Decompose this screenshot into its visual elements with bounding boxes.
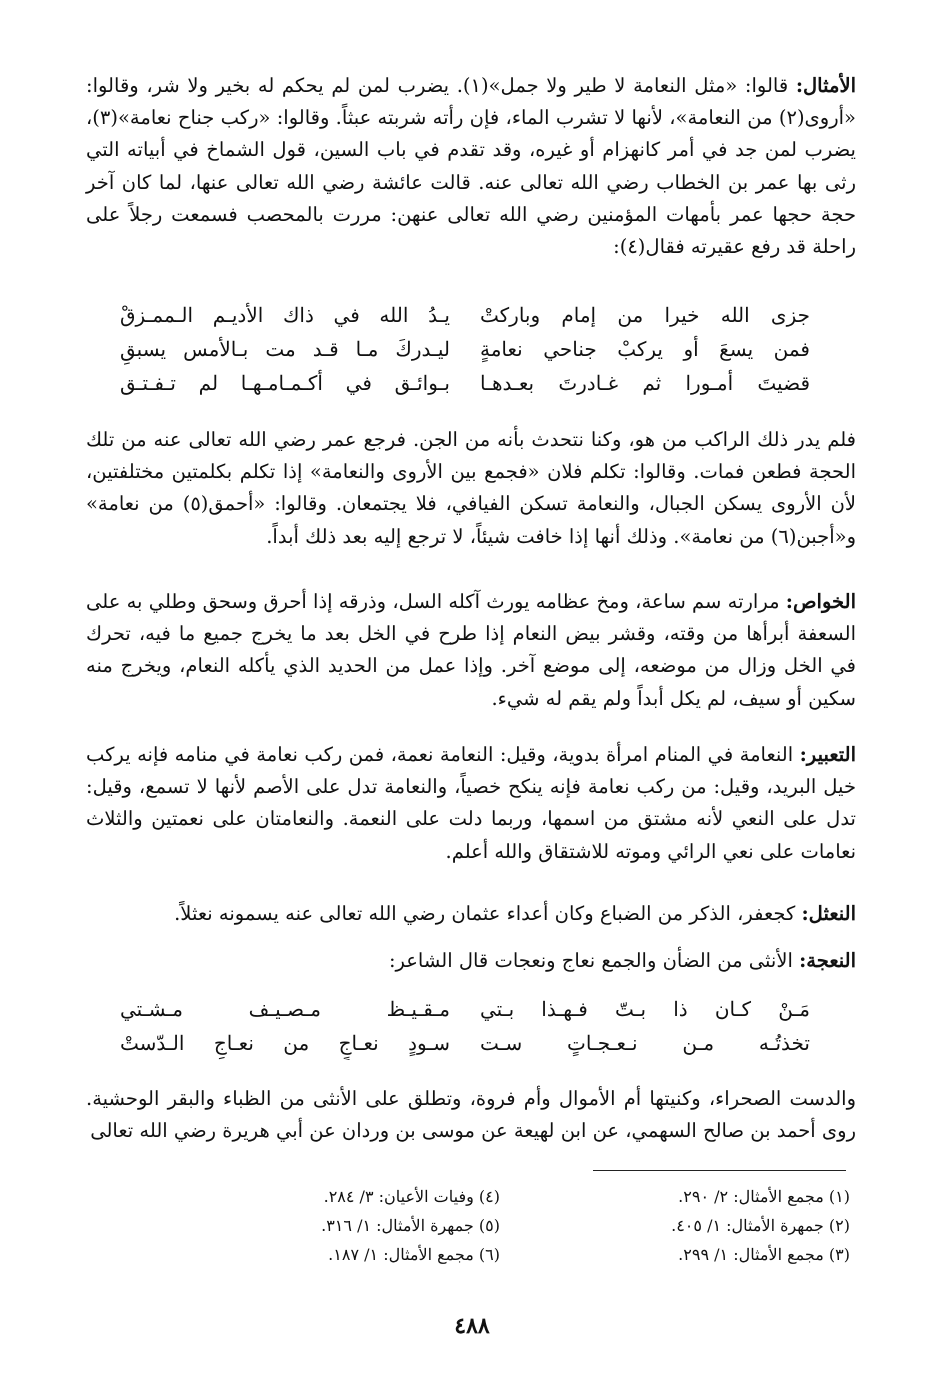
poem-second-hemistich: ليـدركَ مـا قـد مت بـالأمس يسبقِ [120, 337, 450, 361]
poem-second-hemistich: مـقـيـظ مـصـيـف مـشـتي [120, 997, 450, 1021]
poem-line [120, 332, 810, 366]
poem-second-hemistich: يـدُ الله في ذاك الأديـم الـممـزقْ [120, 303, 450, 327]
poem-first-hemistich: فمن يسعَ أو يركبْ جناحي نعامةٍ [480, 337, 810, 361]
proverbs-paragraph [86, 70, 856, 263]
naathal-section [86, 898, 856, 930]
najah-paragraph [86, 945, 856, 977]
footnote-2: (٢) جمهرة الأمثال: ١/ ٤٠٥. [671, 1216, 850, 1235]
dreams-paragraph [86, 739, 856, 868]
footnotes [200, 1184, 850, 1268]
najah-text: الأنثى من الضأن والجمع نعاج ونعجات قال الشاعر: [388, 949, 800, 972]
poem-ewe [120, 992, 810, 1060]
section-heading-properties: الخواص: [785, 590, 856, 613]
dreams-text: النعامة في المنام امرأة بدوية، وقيل: النعامة نعمة، فمن ركب نعامة في منامه فإنه يركب خيل البريد، وقيل: من ركب نعامة فإنه ينكح خصياً، والنعامة تدل على الأصم لأنها لا تسمع، وقيل: تدل على النعي لأنه مشتق من اسمها، وربما دلت على النعمة. والنعامتان على نعمتين والثلاث نعامات على نعي الرائي وموته للاشتقاق والله أعلم. [86, 743, 856, 863]
poem-line [120, 366, 810, 400]
footnote-separator [593, 1170, 846, 1171]
page-number: ٤٨٨ [454, 1313, 490, 1339]
poem-first-hemistich: تخذتُـه مـن نـعـجـاتٍ سـت [480, 1031, 810, 1055]
entry-heading-naathal: النعثل: [801, 902, 856, 925]
footnote-5: (٥) جمهرة الأمثال: ١/ ٣١٦. [321, 1216, 500, 1235]
properties-text: مرارته سم ساعة، ومخ عظامه يورث آكله السل، وذرقه إذا أحرق وسحق وطلي به على السعفة أبرأها من وقته، وقشر بيض النعام إذا طرح في الخل بعد ما يخرج جميع ما فيه، تحرك في الخل وزال من موضعه، إلى موضع آخر. وإذا عمل من الحديد الذي يأكله النعام، ويخرج منه سكين أو سيف، لم يكل أبداً ولم يقم له شيء. [86, 590, 856, 710]
naathal-text: كجعفر، الذكر من الضباع وكان أعداء عثمان رضي الله تعالى عنه يسمونه نعثلاً. [174, 902, 802, 925]
poem-elegy [120, 298, 810, 400]
poem-line [120, 992, 810, 1026]
poem-second-hemistich: سـودٍ نعـاجٍ من نعـاجِ الـدّستْ [120, 1031, 450, 1055]
footnote-6: (٦) مجمع الأمثال: ١/ ١٨٧. [328, 1245, 500, 1264]
section-heading-proverbs: الأمثال: [795, 74, 856, 97]
proverbs-text: قالوا: «مثل النعامة لا طير ولا جمل»(١). يضرب لمن لم يحكم له بخير ولا شر، وقالوا: «أروى(٢) من النعامة»، لأنها لا تشرب الماء، فإن رأته شربته عبثاً. وقالوا: «ركب جناح نعامة»(٣)، يضرب لمن جد في أمر كانهزام أو غيره، وقد تقدم في باب السين، قول الشماخ في أبياته التي رثى بها عمر بن الخطاب رضي الله تعالى عنه. قالت عائشة رضي الله تعالى عنها، لما كان آخر حجة حجها عمر بأمهات المؤمنين رضي الله تعالى عنهن: مررت بالمحصب فسمعت رجلاً على راحلة قد رفع عقيرته فقال(٤): [86, 74, 856, 259]
poem-line [120, 1026, 810, 1060]
naathal-paragraph [86, 898, 856, 930]
properties-paragraph [86, 586, 856, 715]
desert-paragraph: والدست الصحراء، وكنيتها أم الأموال وأم فروة، وتطلق على الأنثى من الظباء والبقر الوحشية. روى أحمد بن صالح السهمي، عن ابن لهيعة عن موسى بن وردان عن أبي هريرة رضي الله تعالى [86, 1087, 856, 1143]
footnote-4: (٤) وفيات الأعيان: ٣/ ٢٨٤. [323, 1187, 500, 1206]
section-heading-dreams: التعبير: [799, 743, 856, 766]
poem-first-hemistich: مَـنْ كـان ذا بـتّ فـهـذا بـتي [480, 997, 810, 1021]
entry-heading-najah: النعجة: [799, 949, 856, 972]
poem-first-hemistich: قضيتَ أمـورا ثم غـادرتَ بعـدهـا [480, 371, 810, 395]
proverbs-section [86, 70, 856, 263]
footnote-3: (٣) مجمع الأمثال: ١/ ٢٩٩. [678, 1245, 850, 1264]
dreams-section [86, 739, 856, 868]
najah-section [86, 945, 856, 977]
after-elegy-paragraph: فلم يدر ذلك الراكب من هو، وكنا نتحدث بأنه من الجن. فرجع عمر رضي الله تعالى عنه من تلك الحجة فطعن فمات. وقالوا: تكلم فلان «فجمع بين الأروى والنعامة» إذا تكلم بكلمتين مختلفتين، لأن الأروى يسكن الجبال، والنعامة تسكن الفيافي، فلا يجتمعان. وقالوا: «أحمق(٥) من نعامة» و«أجبن(٦) من نعامة». وذلك أنها إذا خافت شيئاً، لا ترجع إليه بعد ذلك أبداً. [86, 428, 857, 548]
poem-second-hemistich: بـوائـق في أكـمـامـهـا لم تـفـتـق [120, 371, 450, 395]
properties-section [86, 586, 856, 715]
after-elegy-section [86, 424, 856, 553]
desert-section [86, 1083, 856, 1147]
poem-line [120, 298, 810, 332]
footnote-1: (١) مجمع الأمثال: ٢/ ٢٩٠. [678, 1187, 850, 1206]
poem-first-hemistich: جزى الله خيرا من إمام وباركتْ [480, 303, 810, 327]
